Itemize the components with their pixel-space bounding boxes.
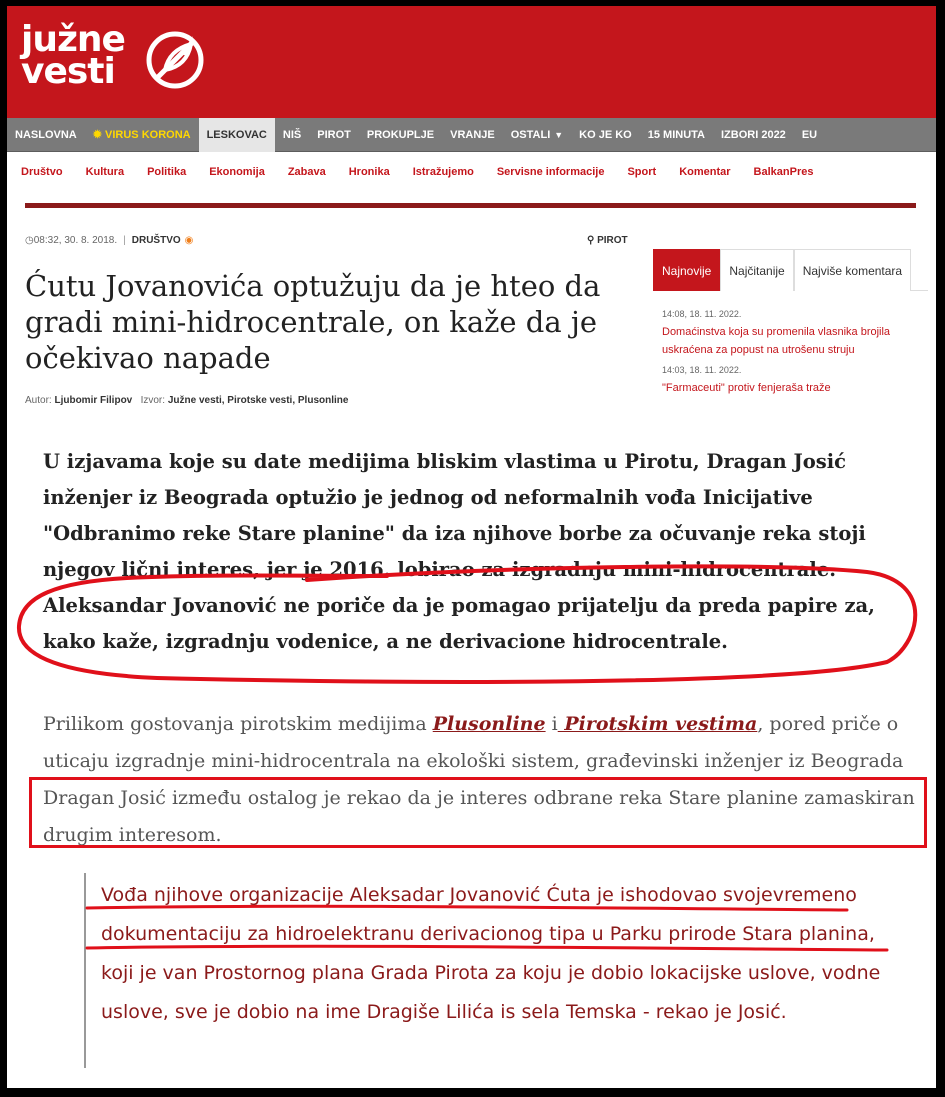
category-nav — [7, 152, 936, 192]
news-time: 14:03, 18. 11. 2022. — [662, 365, 742, 375]
cat-istrazujemo[interactable]: Istražujemo — [412, 166, 474, 178]
news-time: 14:08, 18. 11. 2022. — [662, 309, 742, 319]
cat-ekonomija[interactable]: Ekonomija — [209, 166, 265, 178]
tab-najcitanije[interactable]: Najčitanije — [720, 249, 793, 291]
nav-leskovac[interactable]: LESKOVAC — [199, 118, 275, 152]
nav-virus-korona[interactable] — [85, 118, 199, 152]
cat-politika[interactable]: Politika — [147, 166, 187, 178]
article-location[interactable] — [587, 235, 628, 246]
article-quote: Vođa njihove organizacije Aleksadar Jovanović Ćuta je ishodovao svojevremeno dokumentaciju za hidroelektranu derivacionog tipa u Parku prirode Stara planina, koji je van Prostornog plana Grada Pirota za koju je dobio lokacijske uslove, vodne uslove, sve je dobio na ime Dragiše Lilića is sela Temska - rekao je Josić. — [101, 884, 881, 1023]
page-frame — [7, 6, 936, 1088]
para-text: i — [545, 713, 558, 735]
tab-najnovije[interactable]: Najnovije — [653, 249, 720, 291]
cat-komentar[interactable]: Komentar — [679, 166, 731, 178]
nav-naslovna[interactable]: NASLOVNA — [15, 128, 77, 141]
cat-drustvo[interactable]: Društvo — [21, 166, 63, 178]
nav-izbori-2022[interactable]: IZBORI 2022 — [721, 128, 786, 141]
article-category[interactable]: DRUŠTVO — [131, 235, 181, 246]
quote-bar — [84, 873, 86, 1068]
author-name[interactable]: Ljubomir Filipov — [54, 395, 133, 406]
main-nav — [7, 118, 936, 152]
section-divider — [25, 203, 916, 208]
nav-pirot[interactable]: PIROT — [317, 128, 351, 141]
virus-icon: ✹ — [92, 128, 106, 141]
nav-vranje[interactable]: VRANJE — [450, 128, 495, 141]
caret-down-icon: ▼ — [554, 129, 564, 140]
cat-hronika[interactable]: Hronika — [348, 166, 390, 178]
site-header — [7, 6, 936, 118]
logo-line-2: vesti — [21, 51, 115, 92]
news-headline[interactable]: Domaćinstva koja su promenila vlasnika brojila uskraćena za popust na utrošenu struju — [662, 326, 891, 356]
sidebar-tabs — [653, 249, 928, 291]
cat-kultura[interactable]: Kultura — [85, 166, 125, 178]
article-lead: U izjavama koje su date medijima bliskim vlastima u Pirotu, Dragan Josić inženjer iz Beograda optužio je jednog od neformalnih vođa Inicijative "Odbranimo reke Stare planine" da iza njihove borbe za očuvanje reka stoji njegov lični interes, jer je 2016. lobirao za izgradnju mini-hidrocentrale. Aleksandar Jovanović ne poriče da je pomagao prijatelju da preda papire za, kako kaže, izgradnju vodenice, a ne derivacione hidrocentrale. — [43, 450, 875, 653]
site-logo[interactable] — [21, 19, 125, 92]
tab-najvise-komentara[interactable]: Najviše komentara — [794, 249, 911, 291]
meta-separator: | — [123, 235, 126, 246]
para-text: Prilikom gostovanja pirotskim medijima — [43, 713, 433, 735]
news-headline[interactable]: "Farmaceuti" protiv fenjeraša traže — [662, 382, 831, 394]
compass-leaf-icon — [143, 28, 207, 92]
rss-icon[interactable]: ◉ — [184, 235, 194, 246]
clock-icon: ◷ — [25, 235, 34, 246]
link-plusonline[interactable]: Plusonline — [432, 713, 546, 735]
logo-line-1: južne — [21, 19, 125, 60]
source-label: Izvor: — [140, 395, 166, 406]
cat-zabava[interactable]: Zabava — [287, 166, 326, 178]
nav-15-minuta[interactable]: 15 MINUTA — [647, 128, 705, 141]
article-timestamp: 08:32, 30. 8. 2018. — [33, 235, 118, 246]
nav-ostali[interactable] — [503, 118, 571, 152]
source-name: Južne vesti, Pirotske vesti, Plusonline — [167, 395, 349, 406]
author-label: Autor: — [25, 395, 52, 406]
article-meta — [25, 235, 193, 246]
cat-balkanpres[interactable]: BalkanPres — [753, 166, 814, 178]
nav-eu[interactable]: EU — [801, 128, 818, 141]
link-pirotske-vesti[interactable]: Pirotskim vestima — [557, 713, 758, 735]
para-text: , pored priče o uticaju izgradnje mini-hidrocentrala na ekološki sistem, građevinski inženjer iz Beograda Dragan Josić između ostalog je rekao da je interes odbrane reka Stare planine zamaskiran drugim interesom. — [43, 713, 915, 846]
cat-servisne-informacije[interactable]: Servisne informacije — [496, 166, 605, 178]
nav-ko-je-ko[interactable]: KO JE KO — [579, 128, 632, 141]
nav-virus-korona-label: VIRUS KORONA — [105, 128, 191, 141]
nav-prokuplje[interactable]: PROKUPLJE — [366, 128, 435, 141]
article-location-label: PIROT — [597, 235, 628, 246]
article-title: Ćutu Jovanovića optužuju da je hteo da gradi mini-hidrocentrale, on kaže da je očekivao napade — [25, 269, 601, 375]
nav-ostali-label: OSTALI — [510, 128, 551, 141]
cat-sport[interactable]: Sport — [627, 166, 657, 178]
annotation-box — [29, 777, 927, 848]
article-byline — [25, 395, 348, 406]
nav-nis[interactable]: NIŠ — [282, 128, 302, 141]
sidebar-news-list — [653, 306, 928, 416]
location-pin-icon: ⚲ — [587, 235, 598, 246]
